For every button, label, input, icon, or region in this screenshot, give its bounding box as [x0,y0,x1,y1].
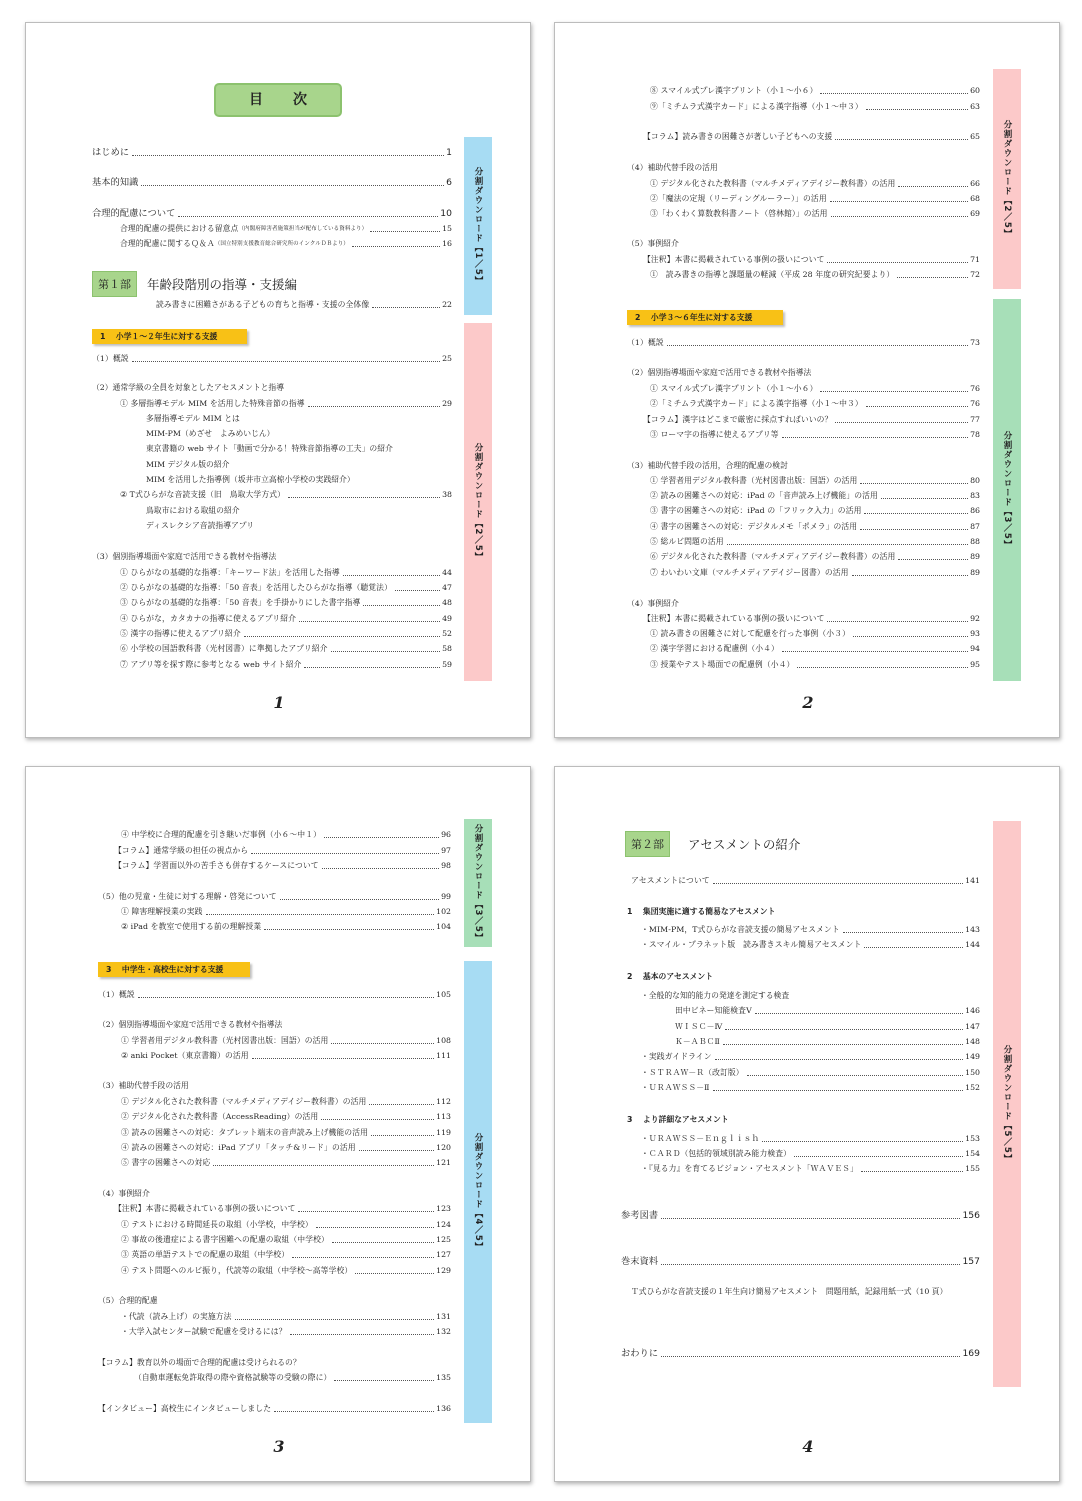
download-band-3[interactable]: 分割ダウンロード【3／5】 [993,299,1021,681]
toc-item: Ｔ式ひらがな音読支援の１年生向け簡易アセスメント 問題用紙，記録用紙一式（10 頁） [631,1287,948,1296]
section-heading: 2 基本のアセスメント [627,972,714,981]
section-heading: 1 小学１～２年生に対する支援 [92,329,247,344]
page-number: 3 [273,1437,285,1456]
toc-item: ・全般的な知的能力の発達を測定する検査 [641,991,790,1000]
toc-subheading: （3）補助代替手段の活用 [98,1081,189,1090]
toc-entry[interactable]: ③「わくわく算数教科書ノート（啓林館）」の活用 69 [650,209,980,218]
toc-entry[interactable]: ② T式ひらがな音読支援（旧 鳥取大学方式） 38 [120,490,452,499]
part-badge: 第２部 [625,831,670,857]
toc-entry[interactable]: ・ＳＴＲＡＷ－Ｒ（改訂版） 150 [641,1068,980,1077]
download-band-3[interactable]: 分割ダウンロード【3／5】 [464,819,492,947]
download-band-1[interactable]: 分割ダウンロード【1／5】 [464,137,492,315]
toc-entry[interactable]: ・ＣＡＲＤ（包括的領域別読み能力検査） 154 [641,1149,980,1158]
toc-entry[interactable]: ① テストにおける時間延長の取組（小学校，中学校） 124 [121,1220,451,1229]
toc-subheading: （4）事例紹介 [98,1189,150,1198]
toc-entry[interactable]: 【コラム】通常学級の担任の視点から 97 [114,846,451,855]
toc-entry[interactable]: ・スマイル・プラネット版 読み書きスキル簡易アセスメント 144 [641,940,980,949]
toc-entry[interactable]: ⑤ 総ルビ問題の活用 88 [650,537,980,546]
toc-entry[interactable]: ① 多層指導モデル MIM を活用した特殊音節の指導 29 [120,399,452,408]
download-band-2[interactable]: 分割ダウンロード【2／5】 [993,69,1021,289]
toc-entry[interactable]: ＷＩＳＣ－Ⅳ 147 [675,1022,980,1031]
page-number: 4 [802,1437,814,1456]
section-heading: 3 より詳細なアセスメント [627,1115,729,1124]
toc-subheading: （5）合理的配慮 [98,1296,158,1305]
toc-entry[interactable]: ① 障害理解授業の実践 102 [121,907,451,916]
toc-entry[interactable]: （自動車運転免許取得の際や資格試験等の受験の際に） 135 [134,1373,451,1382]
toc-entry[interactable]: ① 学習者用デジタル教科書（光村図書出版：国語）の活用 80 [650,476,980,485]
toc-subheading: （4）補助代替手段の活用 [627,163,718,172]
toc-entry[interactable]: ・実践ガイドライン 149 [641,1052,980,1061]
part-badge: 第１部 [92,271,137,297]
toc-item: ディスレクシア音読指導アプリ [146,521,255,530]
toc-entry[interactable]: ① 読み書きの困難さに対して配慮を行った事例（小３） 93 [650,629,980,638]
toc-entry[interactable]: ・代読（読み上げ）の実施方法 131 [121,1312,451,1321]
toc-entry[interactable]: ⑧ スマイル式プレ漢字プリント（小１～小６） 60 [650,86,980,95]
toc-entry[interactable]: ① デジタル化された教科書（マルチメディアデイジー教科書）の活用 66 [650,179,980,188]
toc-entry[interactable]: 【インタビュー】高校生にインタビューしました 136 [98,1404,451,1413]
toc-entry[interactable]: ⑦ アプリ等を探す際に参考となる web サイト紹介 59 [120,660,452,669]
toc-entry[interactable]: 【コラム】読み書きの困難さが著しい子どもへの支援 65 [643,132,980,141]
toc-entry[interactable]: ⑨「ミチムラ式漢字カード」による漢字指導（小１～中３） 63 [650,102,980,111]
toc-entry[interactable]: （1）概説 105 [98,990,451,999]
toc-entry[interactable]: ⑦ わいわい文庫（マルチメディアデイジー図書）の活用 89 [650,568,980,577]
toc-entry[interactable]: 巻末資料 157 [621,1256,980,1267]
toc-title: 目 次 [214,83,342,117]
toc-entry[interactable]: ③ 読みの困難さへの対応：タブレット端末の音声読み上げ機能の活用 119 [121,1128,451,1137]
download-band-5[interactable]: 分割ダウンロード【5／5】 [993,821,1021,1387]
toc-item: MIM デジタル版の紹介 [146,460,230,469]
toc-entry[interactable]: ② 事故の後遺症による書字困難への配慮の取組（中学校） 125 [121,1235,451,1244]
toc-entry[interactable]: ③ ひらがなの基礎的な指導：「50 音表」を手掛かりにした書字指導 48 [120,598,452,607]
toc-entry[interactable]: 合理的配慮について 10 [92,208,452,219]
toc-item: 多層指導モデル MIM とは [146,414,240,423]
toc-page-1 [25,22,531,738]
toc-entry[interactable]: ②「魔法の定規（リーディングルーラー）」の活用 68 [650,194,980,203]
part-1-heading [92,271,297,297]
toc-entry[interactable]: アセスメントについて 141 [631,876,980,885]
toc-entry[interactable]: 合理的配慮の提供における留意点 （内閣府障害者施策担当が配布している資料より） 15 [120,224,452,233]
toc-entry[interactable]: ② iPad を教室で使用する前の理解授業 104 [121,922,451,931]
toc-entry[interactable]: （1）概説 73 [627,338,980,347]
toc-entry[interactable]: ⑥ 小学校の国語教科書（光村図書）に準拠したアプリ紹介 58 [120,644,452,653]
toc-entry[interactable]: ① 読み書きの指導と課題量の軽減（平成 28 年度の研究紀要より） 72 [650,270,980,279]
toc-page-2 [554,22,1060,738]
toc-entry[interactable]: ④ 書字の困難さへの対応：デジタルメモ「ポメラ」の活用 87 [650,522,980,531]
toc-entry[interactable]: ④ 読みの困難さへの対応：iPad アプリ「タッチ&リード」の活用 120 [121,1143,451,1152]
toc-subheading: （4）事例紹介 [627,599,679,608]
toc-entry[interactable]: 【コラム】学習面以外の苦手さも併存するケースについて 98 [114,861,451,870]
toc-entry[interactable]: （1）概説 25 [92,354,452,363]
download-band-2[interactable]: 分割ダウンロード【2／5】 [464,323,492,681]
download-band-4[interactable]: 分割ダウンロード【4／5】 [464,961,492,1423]
toc-entry[interactable]: ③ 英語の単語テストでの配慮の取組（中学校） 127 [121,1250,451,1259]
toc-entry[interactable]: 読み書きに困難さがある子どもの育ちと指導・支援の全体像 22 [156,300,452,309]
toc-entry[interactable]: ② anki Pocket（東京書籍）の活用 111 [121,1051,451,1060]
section-heading: 1 集団実施に適する簡易なアセスメント [627,907,776,916]
toc-entry[interactable]: ① 学習者用デジタル教科書（光村図書出版：国語）の活用 108 [121,1036,451,1045]
toc-entry[interactable]: 【注釈】本書に掲載されている事例の扱いについて 92 [643,614,980,623]
toc-entry[interactable]: ④ テスト問題へのルビ振り，代読等の取組（中学校～高等学校） 129 [121,1266,451,1275]
toc-subheading: （3）個別指導場面や家庭で活用できる教材や指導法 [92,552,277,561]
toc-entry[interactable]: Ｋ－ＡＢＣⅡ 148 [675,1037,980,1046]
toc-entry[interactable]: ・ＵＲＡＷＳＳ－Ｅｎｇｌｉｓｈ 153 [641,1134,980,1143]
toc-entry[interactable]: ・大学入試センター試験で配慮を受けるには？ 132 [121,1327,451,1336]
page-number: 1 [273,693,285,712]
toc-entry[interactable]: ⑤ 書字の困難さへの対応 121 [121,1158,451,1167]
toc-entry[interactable]: ③ 授業やテスト場面での配慮例（小４） 95 [650,660,980,669]
toc-entry[interactable]: 【注釈】本書に掲載されている事例の扱いについて 123 [114,1204,451,1213]
toc-entry[interactable]: 基本的知識 6 [92,177,452,188]
toc-entry[interactable]: ・『見る力』を育てるビジョン・アセスメント「ＷＡＶＥＳ」 155 [641,1164,980,1173]
toc-entry[interactable]: ⑥ デジタル化された教科書（マルチメディアデイジー教科書）の活用 89 [650,552,980,561]
toc-entry[interactable]: ② 読みの困難さへの対応：iPad の「音声読み上げ機能」の活用 83 [650,491,980,500]
part-title: 年齢段階別の指導・支援編 [147,277,298,292]
toc-subheading: （2）通常学級の全員を対象としたアセスメントと指導 [92,383,285,392]
toc-entry[interactable]: ② デジタル化された教科書（AccessReading）の活用 113 [121,1112,451,1121]
toc-entry[interactable]: おわりに 169 [621,1348,980,1359]
section-heading: 3 中学生・高校生に対する支援 [98,962,250,977]
toc-entry[interactable]: 参考図書 156 [621,1210,980,1221]
toc-entry[interactable]: ②「ミチムラ式漢字カード」による漢字指導（小１～中３） 76 [650,399,980,408]
toc-entry[interactable]: はじめに 1 [92,147,452,158]
toc-column: 【コラム】教育以外の場面で合理的配慮は受けられるの？ [98,1358,301,1367]
toc-entry[interactable]: ・MIM-PM，T式ひらがな音読支援の簡易アセスメント 143 [641,925,980,934]
part-title: アセスメントの紹介 [688,837,801,852]
toc-entry[interactable]: 合理的配慮に関するＱ＆Ａ （国立特別支援教育総合研究所のインクルＤＢより） 16 [120,239,452,248]
toc-entry[interactable]: ④ 中学校に合理的配慮を引き継いだ事例（小６～中１） 96 [121,830,451,839]
toc-entry[interactable]: ・ＵＲＡＷＳＳ－Ⅱ 152 [641,1083,980,1092]
toc-item: MIM を活用した指導例（坂井市立高椋小学校の実践紹介） [146,475,355,484]
toc-entry[interactable]: ① ひらがなの基礎的な指導：「キーワード法」を活用した指導 44 [120,568,452,577]
toc-entry[interactable]: ③ ローマ字の指導に使えるアプリ等 78 [650,430,980,439]
toc-entry[interactable]: 田中ビネー知能検査Ⅴ 146 [675,1006,980,1015]
toc-page-4 [554,766,1060,1482]
toc-entry[interactable]: 【注釈】本書に掲載されている事例の扱いについて 71 [643,255,980,264]
toc-item: 東京書籍の web サイト「動画で分かる！特殊音節指導の工夫」の紹介 [146,444,393,453]
toc-item: MIM-PM（めざせ よみめいじん） [146,429,275,438]
toc-entry[interactable]: （5）他の児童・生徒に対する理解・啓発について 99 [98,892,451,901]
toc-entry[interactable]: ⑤ 漢字の指導に使えるアプリ紹介 52 [120,629,452,638]
toc-subheading: （5）事例紹介 [627,239,679,248]
toc-entry[interactable]: 【コラム】漢字はどこまで厳密に採点すればいいの？ 77 [643,415,980,424]
toc-entry[interactable]: ② 漢字学習における配慮例（小４） 94 [650,644,980,653]
toc-subheading: （2）個別指導場面や家庭で活用できる教材や指導法 [98,1020,283,1029]
toc-page-3 [25,766,531,1482]
toc-subheading: （3）補助代替手段の活用，合理的配慮の検討 [627,461,788,470]
toc-entry[interactable]: ① デジタル化された教科書（マルチメディアデイジー教科書）の活用 112 [121,1097,451,1106]
toc-entry[interactable]: ④ ひらがな，カタカナの指導に使えるアプリ紹介 49 [120,614,452,623]
toc-subheading: （2）個別指導場面や家庭で活用できる教材や指導法 [627,368,812,377]
part-2-heading [625,831,800,857]
toc-entry[interactable]: ③ 書字の困難さへの対応：iPad の「フリック入力」の活用 86 [650,506,980,515]
toc-entry[interactable]: ② ひらがなの基礎的な指導：「50 音表」を活用したひらがな指導（聴覚法） 47 [120,583,452,592]
section-heading: 2 小学３～６年生に対する支援 [627,310,783,325]
page-number: 2 [802,693,814,712]
toc-entry[interactable]: ① スマイル式プレ漢字プリント（小１～小６） 76 [650,384,980,393]
toc-item: 鳥取市における取組の紹介 [146,506,240,515]
